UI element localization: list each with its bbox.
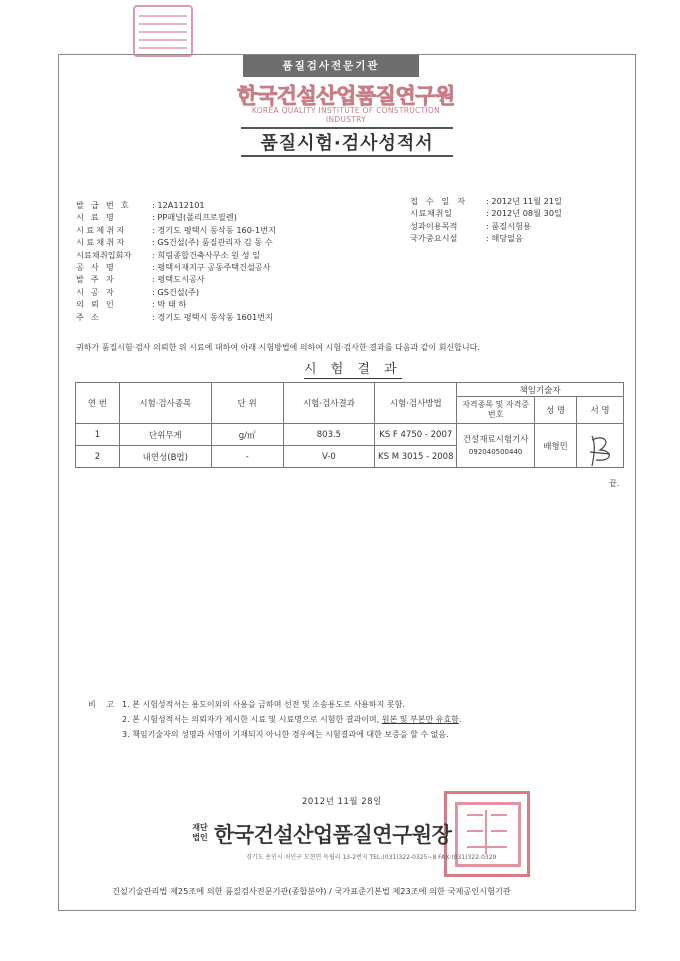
cell-item: 내연성(B법) — [119, 446, 211, 468]
cell-method: KS F 4750 - 2007 — [375, 424, 457, 446]
header-signature: 서 명 — [577, 397, 624, 424]
info-row: 접 수 일 자 : 2012년 11월 21일 — [410, 196, 562, 206]
results-title: 시 험 결 과 — [304, 358, 402, 379]
header-method: 시험·검사방법 — [375, 383, 457, 424]
header-responsible: 책임기술자 — [457, 383, 624, 397]
issue-date: 2012년 11월 28일 — [302, 797, 382, 807]
document-frame — [58, 54, 636, 911]
remark-item: 2. 본 시험성적서는 의뢰자가 제시한 시료 및 시료명으로 시험한 결과이며, — [122, 715, 382, 724]
header-result: 시험·검사결과 — [283, 383, 375, 424]
intro-text: 귀하가 품질시험·검사 의뢰한 위 시료에 대하여 아래 시험방법에 의하여 시험·검사한 결과를 다음과 같이 회신합니다. — [76, 343, 480, 352]
cell-no: 2 — [76, 446, 120, 468]
remarks-label: 비 고 — [88, 700, 118, 709]
remarks-section: 비 고 1. 본 시험성적서는 용도이외의 사용을 금하며 선전 및 소송용도로 사용하지 못함. 2. 본 시험성적서는 의뢰자가 제시한 시료 및 시료명으로 시험한 결과이며, 원본 및 부본만 유효함. 3. 책임기술자의 성명과 서명이 기재되지 아니한 경우에는 시험결과에 대한 보증을 할 수 없음. — [88, 697, 461, 742]
issuer-type: 재단 법인 — [192, 823, 208, 842]
remark-item: 3. 책임기술자의 성명과 서명이 기재되지 아니한 경우에는 시험결과에 대한 보증을 할 수 없음. — [122, 730, 449, 739]
header-no: 연 번 — [76, 383, 120, 424]
info-row: 국가중요시설 : 해당없음 — [410, 233, 523, 244]
seal-stamp-top — [133, 5, 193, 57]
end-mark: 끝. — [609, 479, 620, 488]
info-row: 성과이용목적 : 품질시험용 — [410, 220, 531, 231]
info-row: 시료제취지 : 경기도 평택시 동삭동 160-1번지 — [76, 224, 276, 235]
sample-info-right — [410, 195, 562, 245]
sample-info-left — [76, 199, 276, 323]
cell-result: V-0 — [283, 446, 375, 468]
cell-result: 803.5 — [283, 424, 375, 446]
header-name: 성 명 — [535, 397, 577, 424]
handwritten-signature — [586, 432, 616, 472]
header-qualification: 자격종목 및 자격증 번호 — [457, 397, 535, 424]
cell-no: 1 — [76, 424, 120, 446]
cell-method: KS M 3015 - 2008 — [375, 446, 457, 468]
remark-item: 1. 본 시험성적서는 용도이외의 사용을 금하며 선전 및 소송용도로 사용하지 못함. — [122, 700, 405, 709]
org-logo-english: KOREA QUALITY INSTITUTE OF CONSTRUCTION INDUSTRY — [251, 106, 441, 124]
results-table — [75, 382, 624, 468]
license-number: 092040500440 — [468, 447, 523, 456]
table-row — [76, 424, 624, 446]
info-row: 발 급 번 호 : 12A112101 — [76, 200, 205, 210]
footer-accreditation: 건설기술관리법 제25조에 의한 품질검사전문기관(종합분야) / 국가표준기본법 제23조에 의한 국제공인시험기관 — [112, 886, 511, 896]
info-row: 시 료 명 : PP패널(폴리프로필렌) — [76, 212, 237, 223]
issuer-name: 한국건설산업품질연구원장 — [214, 823, 452, 847]
info-row: 시료채취입회자 : 희림종합건축사무소 원 성 일 — [76, 249, 261, 260]
info-row: 발 주 자 : 평택도시공사 — [76, 274, 205, 285]
header-item: 시험·검사종목 — [119, 383, 211, 424]
cell-unit: g/㎡ — [211, 424, 283, 446]
cell-name: 배형민 — [535, 424, 577, 468]
qualification-name: 건설재료시험기사 — [462, 434, 529, 445]
cell-qualification — [457, 424, 535, 468]
info-row: 공 사 명 : 평택서재지구 공동주택건설공사 — [76, 262, 271, 273]
institution-banner: 품질검사전문기관 — [243, 55, 419, 77]
document-title: 품질시험·검사성적서 — [241, 127, 453, 157]
info-row: 시료채취자 : GS건설(주) 품질관리자 김 동 수 — [76, 237, 273, 248]
cell-unit: - — [211, 446, 283, 468]
org-logo-korean: 한국건설산업품질연구원 — [237, 84, 455, 108]
remark-underlined: 원본 및 부본만 유효함 — [381, 715, 459, 724]
header-unit: 단 위 — [211, 383, 283, 424]
info-row: 시료채취일 : 2012년 08월 30일 — [410, 208, 562, 219]
issuer-address: 경기도 용인시 처인구 모현면 독립리 13-2번지 TEL:(031)322-0325~8 FAX:(031)322-0329 — [246, 854, 497, 861]
cell-item: 단위무게 — [119, 424, 211, 446]
official-seal — [444, 791, 530, 877]
info-row: 주 소 : 경기도 평택시 동삭동 1601번지 — [76, 311, 274, 322]
info-row: 의 뢰 인 : 박 태 하 — [76, 299, 187, 310]
info-row: 시 공 자 : GS건설(주) — [76, 286, 200, 297]
